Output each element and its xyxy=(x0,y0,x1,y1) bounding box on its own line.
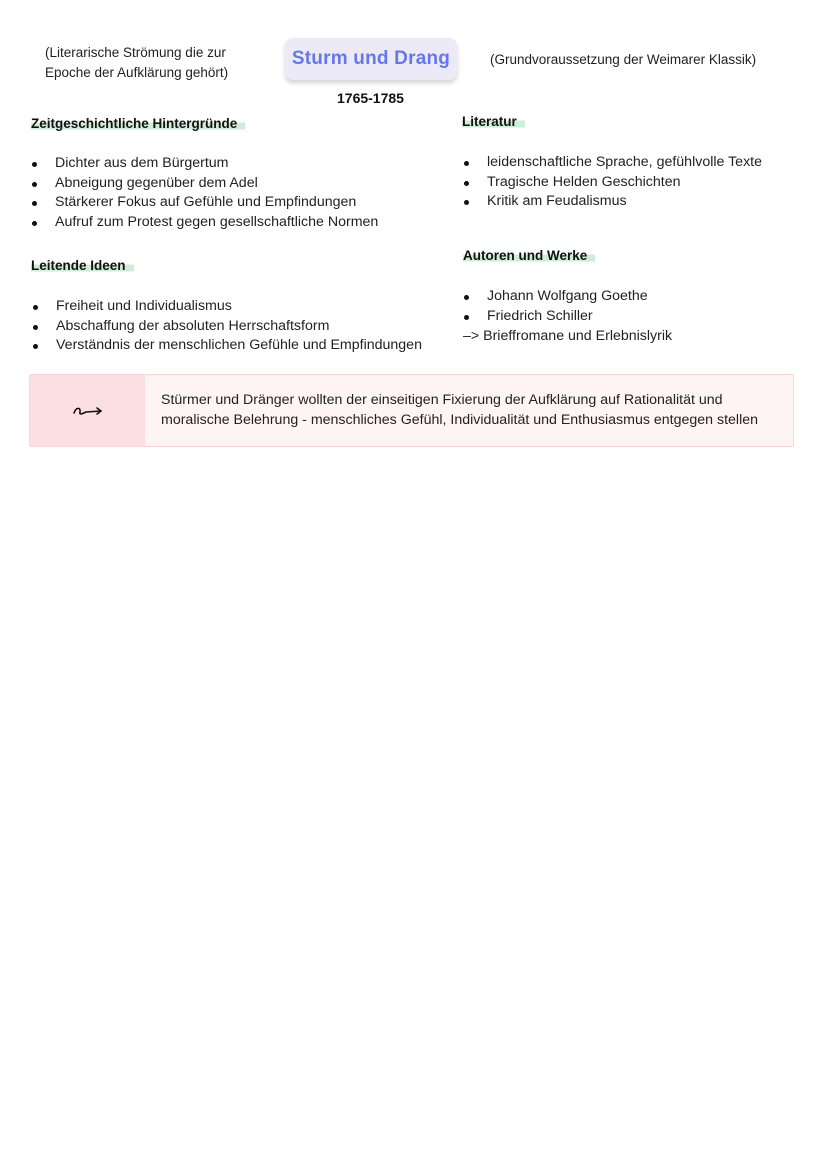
autoren-note: –> Brieffromane und Erlebnislyrik xyxy=(463,328,673,344)
page-title: Sturm und Drang xyxy=(291,48,451,69)
title-box xyxy=(285,38,457,80)
list-item: Abneigung gegenüber dem Adel xyxy=(30,174,378,194)
callout-line: Stürmer und Dränger wollten der einseitigen Fixierung der Aufklärung auf Rationalität und xyxy=(161,392,723,408)
list-item: Johann Wolfgang Goethe xyxy=(462,287,648,307)
list-item: Tragische Helden Geschichten xyxy=(462,173,762,193)
list-leitende-ideen xyxy=(31,297,422,356)
list-item: Stärkerer Fokus auf Gefühle und Empfindungen xyxy=(30,193,378,213)
list-item: Kritik am Feudalismus xyxy=(462,192,762,212)
arrow-icon xyxy=(68,401,108,421)
callout-side xyxy=(30,375,145,446)
list-autoren xyxy=(462,287,648,326)
list-item: Friedrich Schiller xyxy=(462,307,648,327)
callout-box xyxy=(29,374,794,447)
heading-hintergruende: Zeitgeschichtliche Hintergründe xyxy=(31,116,245,131)
list-item: Freiheit und Individualismus xyxy=(31,297,422,317)
left-note-line: (Literarische Strömung die zur xyxy=(45,45,226,60)
list-literatur xyxy=(462,153,762,212)
callout-text xyxy=(161,390,758,430)
right-note: (Grundvoraussetzung der Weimarer Klassik) xyxy=(490,52,757,67)
list-item: Dichter aus dem Bürgertum xyxy=(30,154,378,174)
list-item: Aufruf zum Protest gegen gesellschaftliche Normen xyxy=(30,213,378,233)
heading-leitende-ideen: Leitende Ideen xyxy=(31,258,134,273)
list-item: Verständnis der menschlichen Gefühle und Empfindungen xyxy=(31,336,422,356)
callout-line: moralische Belehrung - menschliches Gefühl, Individualität und Enthusiasmus entgegen stellen xyxy=(161,412,759,428)
list-hintergruende xyxy=(30,154,378,233)
list-item: Abschaffung der absoluten Herrschaftsform xyxy=(31,317,422,337)
left-note-line: Epoche der Aufklärung gehört) xyxy=(45,65,229,80)
heading-literatur: Literatur xyxy=(462,114,525,129)
list-item: leidenschaftliche Sprache, gefühlvolle Texte xyxy=(462,153,762,173)
left-note xyxy=(45,43,228,83)
years: 1765-1785 xyxy=(337,90,404,106)
heading-autoren: Autoren und Werke xyxy=(463,248,595,263)
